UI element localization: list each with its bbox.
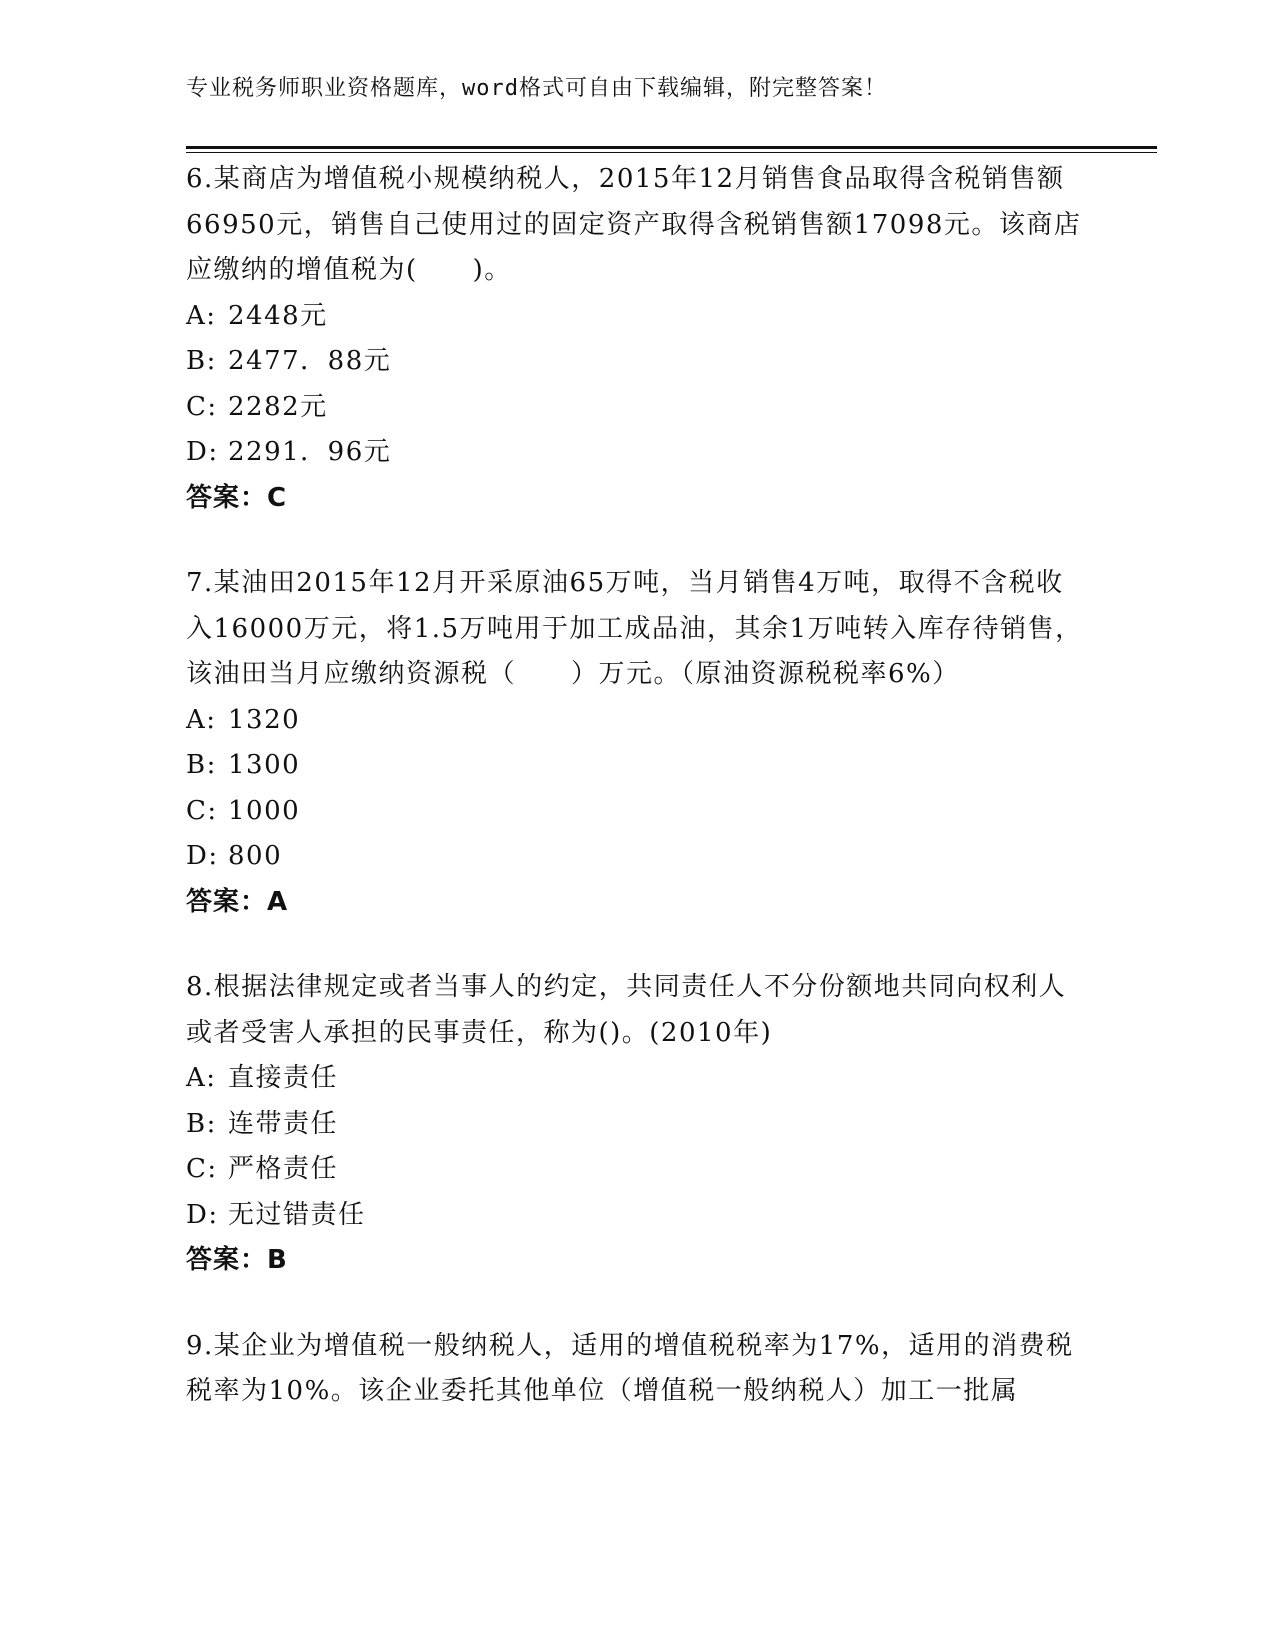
option-b — [186, 743, 1086, 789]
option-key: D: — [186, 437, 219, 467]
option-b — [186, 1102, 1086, 1148]
option-c — [186, 385, 1086, 431]
answer-line: 答案：C — [186, 482, 288, 513]
option-key: C: — [186, 391, 218, 422]
option-text: 2448元 — [228, 300, 328, 331]
option-a — [186, 698, 1086, 744]
option-text: 2282元 — [228, 391, 328, 422]
option-text: 严格责任 — [228, 1154, 339, 1184]
option-key: D: — [186, 1199, 219, 1230]
page-header: 专业税务师职业资格题库，word格式可自由下载编辑，附完整答案！ — [186, 76, 887, 101]
option-key: D: — [186, 841, 219, 871]
question-stem: 6.某商店为增值税小规模纳税人，2015年12月销售食品取得含税销售额66950元，销售自己使用过的固定资产取得含税销售额17098元。该商店应缴纳的增值税为( )。 — [186, 164, 1082, 285]
option-key: A: — [186, 1063, 217, 1093]
option-text: 1000 — [228, 795, 301, 826]
option-text: 1300 — [228, 750, 301, 780]
option-key: B: — [186, 750, 217, 780]
option-key: C: — [186, 1154, 218, 1184]
option-key: A: — [186, 704, 217, 735]
question-stem: 7.某油田2015年12月开采原油65万吨，当月销售4万吨，取得不含税收入16000万元，将1.5万吨用于加工成品油，其余1万吨转入库存待销售，该油田当月应缴纳资源税（ ）万元。（原油资源税税率6%） — [186, 568, 1083, 689]
option-c — [186, 789, 1086, 835]
option-c — [186, 1147, 1086, 1193]
option-text: 1320 — [228, 704, 301, 735]
option-key: C: — [186, 795, 218, 826]
option-d — [186, 430, 1086, 476]
answer-line: 答案：B — [186, 1245, 288, 1275]
header-rule-thin — [186, 152, 1157, 153]
option-a — [186, 294, 1086, 340]
question-9 — [186, 1324, 1086, 1415]
option-text: 直接责任 — [228, 1063, 339, 1093]
question-stem: 8.根据法律规定或者当事人的约定，共同责任人不分份额地共同向权利人或者受害人承担的民事责任，称为()。(2010年) — [186, 972, 1067, 1048]
option-key: A: — [186, 300, 217, 331]
option-key: B: — [186, 1108, 217, 1139]
option-key: B: — [186, 346, 217, 376]
question-6 — [186, 157, 1086, 521]
question-stem: 9.某企业为增值税一般纳税人，适用的增值税税率为17%，适用的消费税税率为10%。该企业委托其他单位（增值税一般纳税人）加工一批属 — [186, 1330, 1074, 1406]
header-rule-thick — [186, 146, 1157, 149]
option-text: 2477．88元 — [228, 346, 392, 376]
question-list — [186, 157, 1086, 1455]
option-d — [186, 1193, 1086, 1239]
option-text: 连带责任 — [228, 1108, 339, 1139]
option-b — [186, 339, 1086, 385]
option-text: 2291．96元 — [228, 437, 392, 467]
option-a — [186, 1056, 1086, 1102]
question-8 — [186, 965, 1086, 1284]
option-text: 无过错责任 — [228, 1199, 366, 1230]
answer-line: 答案：A — [186, 886, 289, 917]
option-d — [186, 834, 1086, 880]
option-text: 800 — [228, 841, 283, 871]
question-7 — [186, 561, 1086, 925]
